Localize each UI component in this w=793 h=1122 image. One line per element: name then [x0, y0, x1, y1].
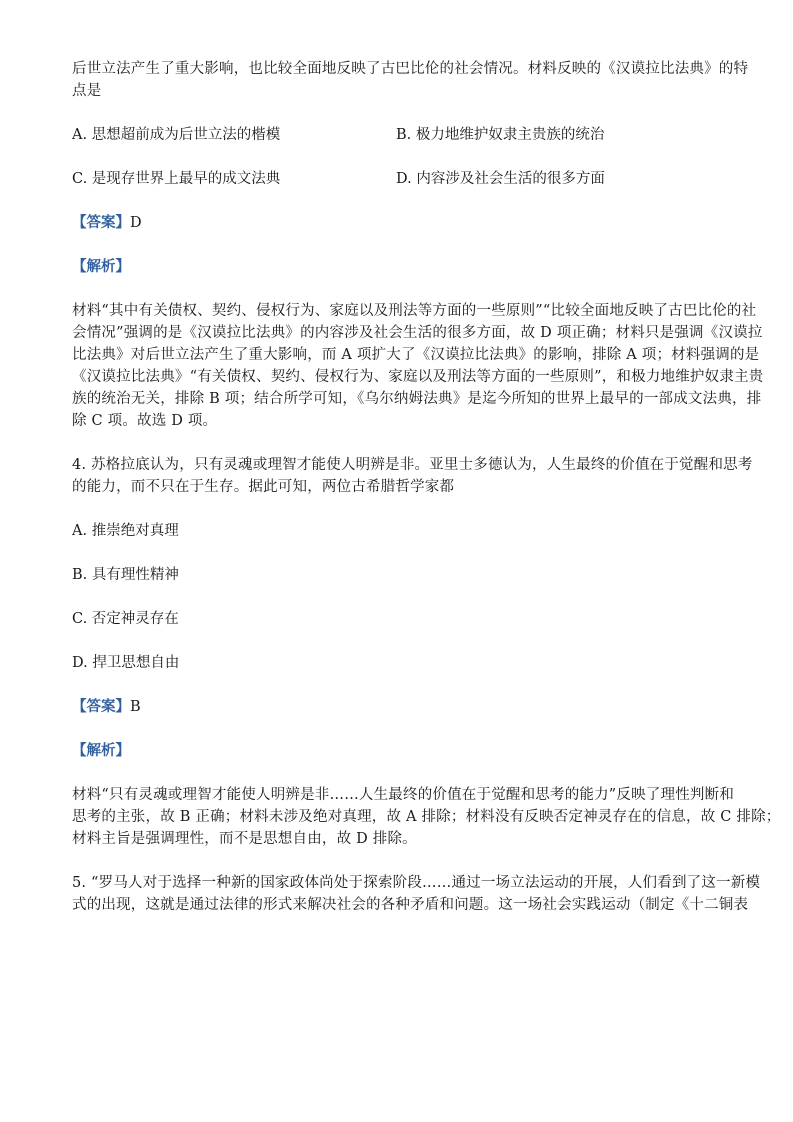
- q3-option-b: B. 极力地维护奴隶主贵族的统治: [396, 127, 605, 143]
- q3-answer-label: 【答案】: [72, 214, 130, 231]
- q3-stem: [72, 58, 749, 102]
- q5-stem-line: 式的出现，这就是通过法律的形式来解决社会的各种矛盾和问题。这一场社会实践运动（制定《十二铜表: [72, 897, 749, 913]
- q3-analysis-line: 除 C 项。故选 D 项。: [72, 413, 218, 429]
- document-page: [72, 58, 781, 938]
- q4-option-c: C. 否定神灵存在: [72, 611, 179, 627]
- q3-analysis-line: 材料“其中有关债权、契约、侵权行为、家庭以及刑法等方面的一些原则”“比较全面地反映了古巴比伦的社: [72, 303, 757, 319]
- q3-answer-value: D: [130, 215, 142, 231]
- q3-stem-line: 后世立法产生了重大影响，也比较全面地反映了古巴比伦的社会情况。材料反映的《汉谟拉比法典》的特: [72, 61, 749, 77]
- q4-analysis-line: 思考的主张，故 B 正确；材料未涉及绝对真理，故 A 排除；材料没有反映否定神灵存在的信息，故 C 排除；: [72, 809, 781, 825]
- q3-analysis: [72, 300, 764, 432]
- q4-analysis-line: 材料主旨是强调理性，而不是思想自由，故 D 排除。: [72, 831, 417, 847]
- q4-answer: [72, 696, 720, 718]
- q3-option-d: D. 内容涉及社会生活的很多方面: [396, 171, 605, 187]
- q4-analysis-line: 材料“只有灵魂或理智才能使人明辨是非……人生最终的价值在于觉醒和思考的能力”反映了理性判断和: [72, 787, 735, 803]
- q4-option-b: B. 具有理性精神: [72, 567, 179, 583]
- q4-option-d: D. 捍卫思想自由: [72, 655, 180, 671]
- q4-answer-value: B: [130, 699, 141, 715]
- q3-option-a: A. 思想超前成为后世立法的楷模: [72, 127, 281, 143]
- q5-stem-line: 5. “罗马人对于选择一种新的国家政体尚处于探索阶段……通过一场立法运动的开展，人们看到了这一新模: [72, 875, 761, 891]
- q4-stem-line: 4. 苏格拉底认为，只有灵魂或理智才能使人明辨是非。亚里士多德认为，人生最终的价值在于觉醒和思考: [72, 457, 753, 473]
- q4-analysis: [72, 784, 781, 850]
- q3-analysis-label: 【解析】: [72, 258, 130, 275]
- q3-analysis-line: 族的统治无关，排除 B 项；结合所学可知，《乌尔纳姆法典》是迄今所知的世界上最早的一部成文法典，排: [72, 391, 762, 407]
- q4-analysis-heading: [72, 740, 720, 762]
- q4-stem: [72, 454, 753, 498]
- q3-analysis-heading: [72, 256, 720, 278]
- q4-stem-line: 的能力，而不只在于生存。据此可知，两位古希腊哲学家都: [72, 479, 455, 495]
- q3-answer: [72, 212, 720, 234]
- q4-analysis-label: 【解析】: [72, 742, 130, 759]
- q4-answer-label: 【答案】: [72, 698, 130, 715]
- q5-stem: [72, 872, 761, 916]
- q3-analysis-line: 《汉谟拉比法典》“有关债权、契约、侵权行为、家庭以及刑法等方面的一些原则”，和极力地维护奴隶主贵: [72, 369, 764, 385]
- q3-options-row-1: [72, 124, 720, 146]
- q3-option-c: C. 是现存世界上最早的成文法典: [72, 171, 281, 187]
- q3-analysis-line: 比法典》对后世立法产生了重大影响，而 A 项扩大了《汉谟拉比法典》的影响，排除 A 项；材料强调的是: [72, 347, 760, 363]
- q3-options-row-2: [72, 168, 720, 190]
- q3-analysis-line: 会情况”强调的是《汉谟拉比法典》的内容涉及社会生活的很多方面，故 D 项正确；材料只是强调《汉谟拉: [72, 325, 763, 341]
- q4-option-a: A. 推崇绝对真理: [72, 523, 179, 539]
- q3-stem-line: 点是: [72, 83, 102, 99]
